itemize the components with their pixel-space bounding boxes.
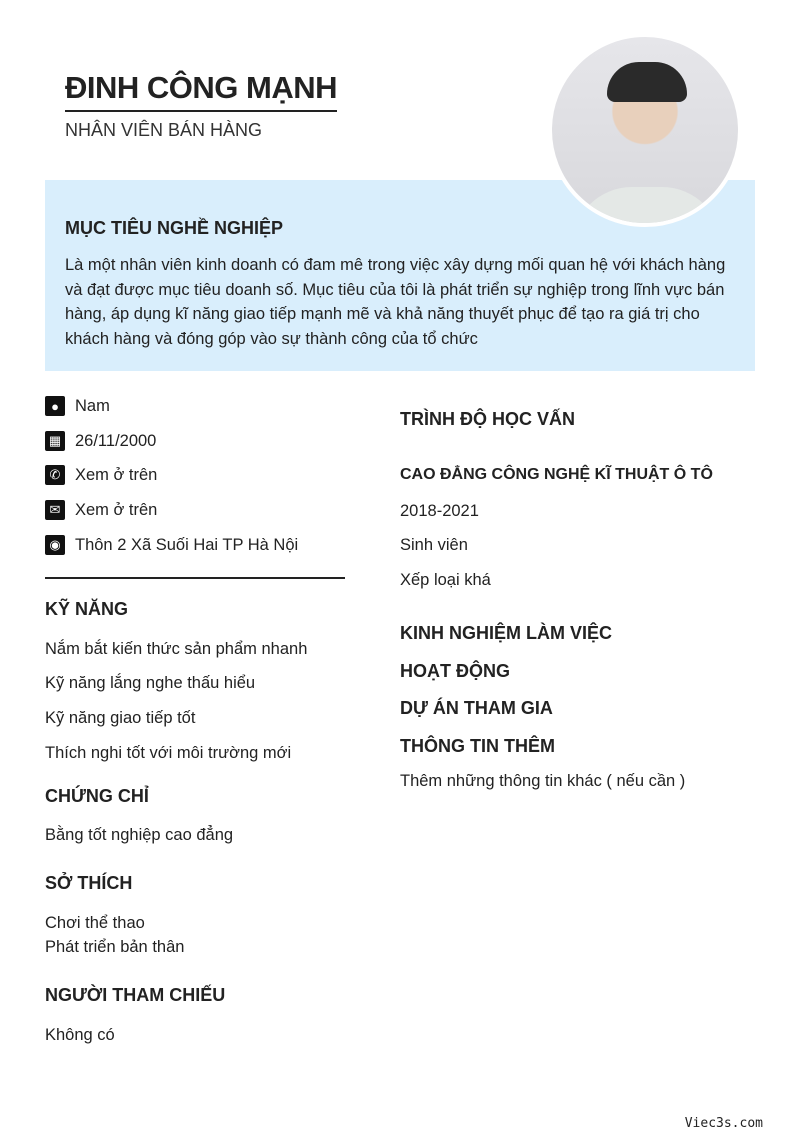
skill-item: Thích nghi tốt với môi trường mới (45, 744, 292, 762)
experience-title: KINH NGHIỆM LÀM VIỆC (400, 623, 613, 643)
skill-item: Nắm bắt kiến thức sản phẩm nhanh (45, 640, 308, 658)
reference-item: Không có (45, 1026, 115, 1044)
info-text: 26/11/2000 (75, 431, 157, 450)
info-phone (45, 465, 157, 485)
education-title: TRÌNH ĐỘ HỌC VẤN (400, 409, 575, 429)
education-status: Sinh viên (400, 536, 468, 554)
info-gender (45, 396, 110, 416)
candidate-name: ĐINH CÔNG MẠNH (65, 70, 337, 112)
location-icon: ◉ (45, 535, 65, 555)
skill-item: Kỹ năng lắng nghe thấu hiểu (45, 674, 256, 692)
education-school: CAO ĐẲNG CÔNG NGHỆ KĨ THUẬT Ô TÔ (400, 466, 713, 483)
phone-icon: ✆ (45, 465, 65, 485)
info-address (45, 535, 298, 555)
divider (45, 577, 345, 579)
objective-title: MỤC TIÊU NGHỀ NGHIỆP (65, 218, 284, 238)
references-title: NGƯỜI THAM CHIẾU (45, 985, 226, 1005)
hobby-item: Phát triển bản thân (45, 938, 185, 956)
mail-icon: ✉ (45, 500, 65, 520)
education-grade: Xếp loại khá (400, 571, 491, 589)
info-text: Thôn 2 Xã Suối Hai TP Hà Nội (75, 535, 299, 554)
hobbies-title: SỞ THÍCH (45, 873, 133, 893)
objective-text: Là một nhân viên kinh doanh có đam mê trong việc xây dựng mối quan hệ với khách hàng và đạt được mục tiêu doanh số. Mục tiêu của tôi là phát triển sự nghiệp trong lĩnh vực bán hàng, áp dụng kĩ năng giao tiếp mạnh mẽ và khả năng thuyết phục để tạo ra giá trị cho khách hàng và đóng góp vào sự thành công của tổ chức (65, 256, 726, 348)
calendar-icon: ▦ (45, 431, 65, 451)
extra-title: THÔNG TIN THÊM (400, 736, 555, 756)
person-icon: ● (45, 396, 65, 416)
profile-photo (548, 33, 742, 227)
info-birthdate (45, 431, 156, 451)
skill-item: Kỹ năng giao tiếp tốt (45, 709, 196, 727)
projects-title: DỰ ÁN THAM GIA (400, 698, 553, 718)
footer-watermark: Viec3s.com (684, 1116, 763, 1131)
education-years: 2018-2021 (400, 502, 479, 520)
hobby-item: Chơi thể thao (45, 914, 145, 932)
extra-text: Thêm những thông tin khác ( nếu cần ) (400, 772, 686, 790)
certificates-title: CHỨNG CHỈ (45, 786, 149, 806)
certificate-item: Bằng tốt nghiệp cao đẳng (45, 826, 234, 844)
activities-title: HOẠT ĐỘNG (400, 661, 510, 681)
candidate-role: NHÂN VIÊN BÁN HÀNG (65, 120, 263, 140)
info-text: Xem ở trên (75, 465, 158, 484)
info-email (45, 500, 157, 520)
info-text: Nam (75, 396, 110, 415)
skills-title: KỸ NĂNG (45, 599, 129, 619)
info-text: Xem ở trên (75, 500, 158, 519)
